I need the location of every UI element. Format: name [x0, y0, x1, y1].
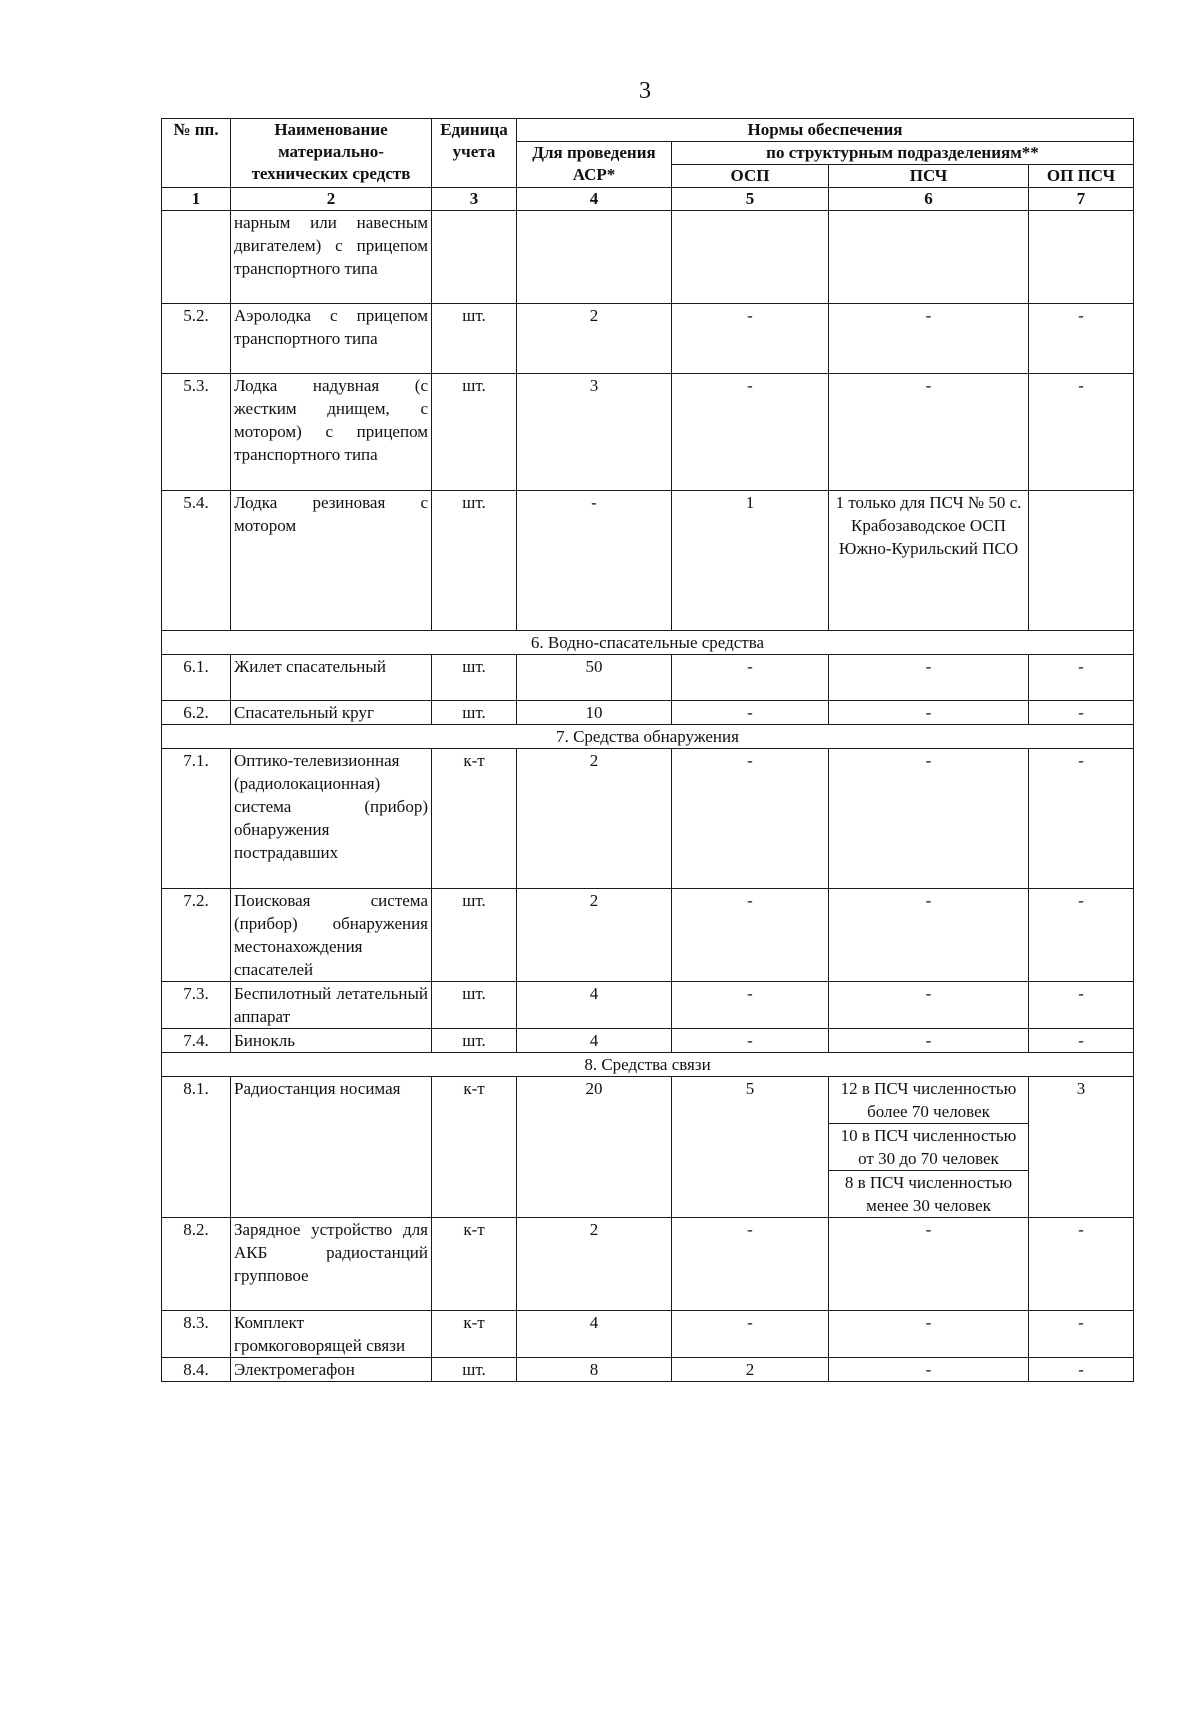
- cell-number: 5.4.: [162, 491, 231, 631]
- cell-unit: шт.: [432, 1358, 517, 1382]
- psch-norm-under-30: 8 в ПСЧ численностью менее 30 человек: [844, 1173, 1013, 1215]
- cell-number: 8.2.: [162, 1218, 231, 1311]
- header-number: № пп.: [162, 119, 231, 188]
- cell-op-psch: -: [1029, 982, 1134, 1029]
- cell-osp: 1: [672, 491, 829, 631]
- cell-psch: -: [829, 374, 1029, 491]
- cell-unit: шт.: [432, 374, 517, 491]
- cell-psch: -: [829, 304, 1029, 374]
- cell-name: нарным или навесным двигателем) с прицепом транспортного типа: [231, 211, 432, 304]
- cell-unit: шт.: [432, 655, 517, 701]
- cell-name: Комплект громкоговорящей связи: [231, 1311, 432, 1358]
- cell-number: 7.4.: [162, 1029, 231, 1053]
- cell-asr: 4: [517, 1311, 672, 1358]
- header-for-asr: Для проведения АСР*: [517, 142, 672, 188]
- supply-norms-table: [161, 118, 1134, 1382]
- cell-op-psch: 3: [1029, 1077, 1134, 1218]
- cell-osp: -: [672, 982, 829, 1029]
- cell-unit: шт.: [432, 982, 517, 1029]
- cell-name: Радиостанция носимая: [231, 1077, 432, 1218]
- cell-unit: шт.: [432, 889, 517, 982]
- table-row: [162, 1218, 1134, 1311]
- cell-asr: 2: [517, 304, 672, 374]
- cell-psch: -: [829, 1029, 1029, 1053]
- cell-name: Поисковая система (прибор) обнаружения местонахождения спасателей: [231, 889, 432, 982]
- section-row: [162, 725, 1134, 749]
- table-row: [162, 1077, 1134, 1218]
- header-row-1: [162, 119, 1134, 142]
- header-norms: Нормы обеспечения: [517, 119, 1134, 142]
- cell-op-psch: -: [1029, 749, 1134, 889]
- cell-psch: -: [829, 1311, 1029, 1358]
- cell-asr: 4: [517, 982, 672, 1029]
- cell-name: Оптико-телевизионная (радиолокационная) система (прибор) обнаружения пострадавших: [231, 749, 432, 889]
- cell-osp: -: [672, 655, 829, 701]
- section-row: [162, 631, 1134, 655]
- cell-op-psch: -: [1029, 1311, 1134, 1358]
- cell-osp: -: [672, 1029, 829, 1053]
- cell-asr: 2: [517, 1218, 672, 1311]
- cell-unit: к-т: [432, 749, 517, 889]
- cell-unit: шт.: [432, 491, 517, 631]
- cell-number: 7.1.: [162, 749, 231, 889]
- column-number: 1: [162, 188, 231, 211]
- cell-op-psch: -: [1029, 304, 1134, 374]
- cell-op-psch: -: [1029, 1358, 1134, 1382]
- cell-number: 7.2.: [162, 889, 231, 982]
- cell-osp: [672, 211, 829, 304]
- cell-op-psch: -: [1029, 1029, 1134, 1053]
- table-row: [162, 211, 1134, 304]
- cell-asr: 8: [517, 1358, 672, 1382]
- cell-osp: 2: [672, 1358, 829, 1382]
- cell-name: Зарядное устройство для АКБ радиостанций групповое: [231, 1218, 432, 1311]
- cell-name: Бинокль: [231, 1029, 432, 1053]
- cell-number: 8.1.: [162, 1077, 231, 1218]
- cell-unit: [432, 211, 517, 304]
- header-psch: ПСЧ: [829, 165, 1029, 188]
- cell-psch: -: [829, 889, 1029, 982]
- table-row: [162, 491, 1134, 631]
- cell-asr: 10: [517, 701, 672, 725]
- psch-norm-over-70: 12 в ПСЧ численностью более 70 человек: [829, 1077, 1028, 1124]
- table-row: [162, 1029, 1134, 1053]
- cell-psch: -: [829, 982, 1029, 1029]
- cell-psch: [829, 1077, 1029, 1218]
- cell-osp: -: [672, 701, 829, 725]
- cell-number: 5.2.: [162, 304, 231, 374]
- table-row: [162, 1311, 1134, 1358]
- cell-op-psch: -: [1029, 889, 1134, 982]
- cell-asr: 2: [517, 749, 672, 889]
- column-number: 3: [432, 188, 517, 211]
- column-number: 2: [231, 188, 432, 211]
- cell-asr: 4: [517, 1029, 672, 1053]
- table-row: [162, 1358, 1134, 1382]
- cell-op-psch: -: [1029, 655, 1134, 701]
- psch-norm-30-to-70: 10 в ПСЧ численностью от 30 до 70 человек: [829, 1124, 1028, 1171]
- page-number: 3: [639, 78, 651, 104]
- cell-number: 6.2.: [162, 701, 231, 725]
- column-number: 5: [672, 188, 829, 211]
- cell-osp: -: [672, 1218, 829, 1311]
- cell-osp: -: [672, 889, 829, 982]
- header-name: Наименование материально-технических средств: [231, 119, 432, 188]
- cell-asr: [517, 211, 672, 304]
- cell-unit: шт.: [432, 701, 517, 725]
- cell-osp: -: [672, 749, 829, 889]
- cell-name: Лодка надувная (с жестким днищем, с мотором) с прицепом транспортного типа: [231, 374, 432, 491]
- section-title: 7. Средства обнаружения: [162, 725, 1134, 749]
- cell-op-psch: -: [1029, 374, 1134, 491]
- cell-unit: шт.: [432, 304, 517, 374]
- table-row: [162, 749, 1134, 889]
- cell-psch: -: [829, 655, 1029, 701]
- cell-psch: [829, 211, 1029, 304]
- cell-name: Спасательный круг: [231, 701, 432, 725]
- cell-op-psch: -: [1029, 701, 1134, 725]
- column-number: 6: [829, 188, 1029, 211]
- table-row: [162, 655, 1134, 701]
- cell-number: 7.3.: [162, 982, 231, 1029]
- cell-asr: 2: [517, 889, 672, 982]
- section-title: 6. Водно-спасательные средства: [162, 631, 1134, 655]
- cell-osp: 5: [672, 1077, 829, 1218]
- cell-psch: -: [829, 749, 1029, 889]
- cell-psch: -: [829, 1218, 1029, 1311]
- cell-psch: -: [829, 701, 1029, 725]
- table-row: [162, 304, 1134, 374]
- cell-osp: -: [672, 1311, 829, 1358]
- cell-psch: -: [829, 1358, 1029, 1382]
- header-op-psch: ОП ПСЧ: [1029, 165, 1134, 188]
- cell-number: 6.1.: [162, 655, 231, 701]
- header-column-numbers: [162, 188, 1134, 211]
- cell-op-psch: [1029, 211, 1134, 304]
- section-title: 8. Средства связи: [162, 1053, 1134, 1077]
- header-by-units: по структурным подразделениям**: [672, 142, 1134, 165]
- cell-asr: 50: [517, 655, 672, 701]
- cell-unit: к-т: [432, 1077, 517, 1218]
- cell-name: Аэролодка с прицепом транспортного типа: [231, 304, 432, 374]
- cell-unit: к-т: [432, 1311, 517, 1358]
- cell-name: Беспилотный летательный аппарат: [231, 982, 432, 1029]
- cell-unit: шт.: [432, 1029, 517, 1053]
- cell-asr: 3: [517, 374, 672, 491]
- table-row: [162, 889, 1134, 982]
- cell-psch: 1 только для ПСЧ № 50 с. Крабозаводское ОСП Южно-Курильский ПСО: [829, 491, 1029, 631]
- column-number: 4: [517, 188, 672, 211]
- section-row: [162, 1053, 1134, 1077]
- cell-unit: к-т: [432, 1218, 517, 1311]
- table-row: [162, 982, 1134, 1029]
- cell-number: 8.3.: [162, 1311, 231, 1358]
- header-unit: Единица учета: [432, 119, 517, 188]
- cell-asr: 20: [517, 1077, 672, 1218]
- table-row: [162, 374, 1134, 491]
- cell-osp: -: [672, 374, 829, 491]
- cell-op-psch: -: [1029, 1218, 1134, 1311]
- column-number: 7: [1029, 188, 1134, 211]
- cell-number: [162, 211, 231, 304]
- table-row: [162, 701, 1134, 725]
- cell-osp: -: [672, 304, 829, 374]
- cell-name: Лодка резиновая с мотором: [231, 491, 432, 631]
- cell-op-psch: [1029, 491, 1134, 631]
- header-osp: ОСП: [672, 165, 829, 188]
- cell-number: 5.3.: [162, 374, 231, 491]
- cell-name: Электромегафон: [231, 1358, 432, 1382]
- cell-number: 8.4.: [162, 1358, 231, 1382]
- cell-asr: -: [517, 491, 672, 631]
- cell-name: Жилет спасательный: [231, 655, 432, 701]
